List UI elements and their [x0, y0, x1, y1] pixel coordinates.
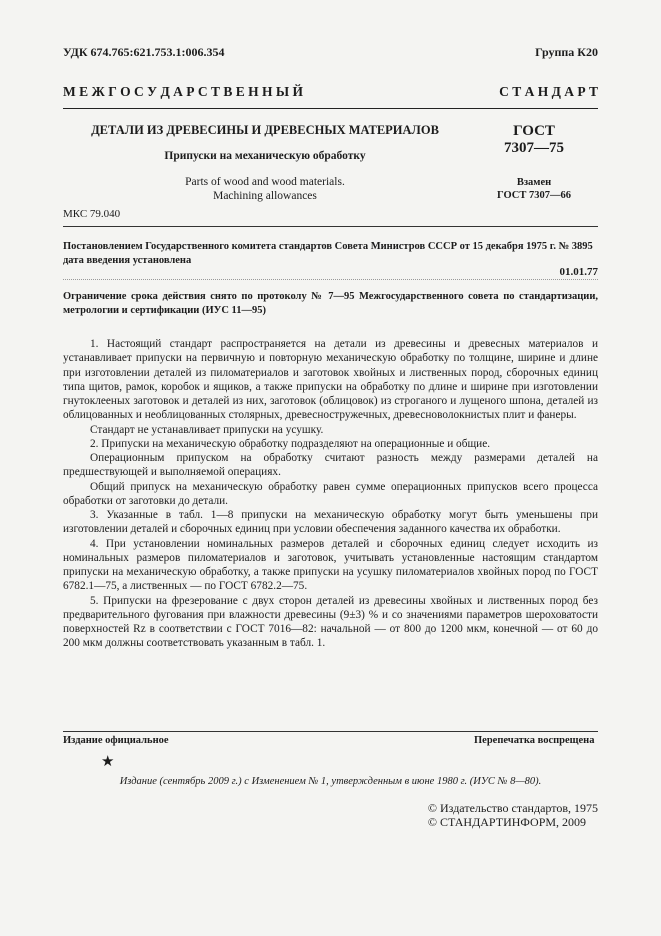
reprint-prohibited-label: Перепечатка воспрещена: [474, 735, 595, 746]
gost-number: [484, 123, 584, 157]
copyright-1: © Издательство стандартов, 1975: [427, 801, 598, 815]
replaces-code: ГОСТ 7307—66: [497, 190, 571, 201]
paragraph-3: 3. Указанные в табл. 1—8 припуски на механическую обработку могут быть уменьшены при изготовлении деталей и сборочных единиц при условии обеспечения заданного качества их обработки.: [63, 509, 598, 536]
copyright-block: [428, 801, 598, 829]
decree-text: Постановлением Государственного комитета стандартов Совета Министров СССР от 15 декабря 1975 г. № 3895 дата введения установлена: [63, 241, 593, 266]
header-divider: [63, 108, 598, 109]
date-divider: [63, 279, 598, 280]
english-title-line-1: Parts of wood and wood materials.: [185, 176, 345, 188]
star-icon: ★: [101, 754, 115, 770]
mks-code: МКС 79.040: [63, 208, 121, 220]
gost-code: 7307—75: [504, 140, 564, 156]
udk-code: УДК 674.765:621.753.1:006.354: [63, 45, 225, 59]
paragraph-4: 4. При установлении номинальных размеров деталей и сборочных единиц следует исходить из номинальных размеров пиломатериалов и заготовок, учитывать установленные настоящим стандартом припуски на механическую обработку, а также припуски на усушку пиломатериалов хвойных пород по ГОСТ 6782.1—75, а лиственных — по ГОСТ 6782.2—75.: [63, 537, 598, 593]
body-text: [63, 337, 598, 651]
document-subtitle: Припуски на механическую обработку: [164, 150, 366, 162]
replaces-label: Взамен: [516, 177, 552, 188]
title-divider: [63, 226, 598, 227]
standard-banner: [63, 84, 598, 100]
paragraph-2-operational: Операционным припуском на обработку считают разность между размерами деталей на предшествующей и выполняемой операциях.: [63, 452, 598, 479]
edition-note: Издание (сентябрь 2009 г.) с Изменением № 1, утвержденным в июне 1980 г. (ИУС № 8—80).: [119, 776, 542, 787]
limitation-note: Ограничение срока действия снято по протоколу № 7—95 Межгосударственного совета по стандартизации, метрологии и сертификации (ИУС 11—95): [63, 291, 598, 316]
group-code: Группа К20: [535, 45, 598, 59]
document-title: ДЕТАЛИ ИЗ ДРЕВЕСИНЫ И ДРЕВЕСНЫХ МАТЕРИАЛОВ: [91, 123, 439, 137]
paragraph-2: 2. Припуски на механическую обработку подразделяют на операционные и общие.: [90, 437, 491, 450]
copyright-2: © СТАНДАРТИНФОРМ, 2009: [427, 815, 587, 829]
english-title: [63, 175, 467, 203]
paragraph-2-total: Общий припуск на механическую обработку равен сумме операционных припусков всего процесса обработки от заготовки до детали.: [63, 480, 598, 507]
gost-label: ГОСТ: [513, 123, 555, 139]
banner-right: С Т А Н Д А Р Т: [499, 84, 598, 99]
replaces-standard: [484, 176, 584, 202]
footer-divider: [63, 731, 598, 732]
effective-date: 01.01.77: [559, 266, 598, 278]
official-edition-label: Издание официальное: [63, 735, 169, 746]
paragraph-5: 5. Припуски на фрезерование с двух сторон деталей из древесины хвойных и лиственных пород без предварительного фугования при влажности древесины (9±3) % и со значениями параметров шероховатости поверхностей Rz в соответствии с ГОСТ 7016—82: начальной — от 800 до 1200 мкм, конечной — от 60 до 200 мкм должны соответствовать указанным в табл. 1.: [63, 594, 598, 650]
banner-left: М Е Ж Г О С У Д А Р С Т В Е Н Н Ы Й: [63, 84, 304, 99]
paragraph-1: 1. Настоящий стандарт распространяется на детали из древесины и древесных материалов и устанавливает припуски на первичную и повторную механическую обработку по толщине, ширине и длине при изготовлении деталей из пиломатериалов и заготовок хвойных и лиственных пород, сборочных единиц типа щитов, рамок, коробок и ящиков, а также припуски на обработку по длине и ширине при изготовлении гнутоклееных заготовок и деталей из них, заготовок (облицовок) из строганого и лущеного шпона, деталей из облицованных и необлицованных столярных, древесностружечных, древесноволокнистых плит и фанеры.: [63, 338, 598, 422]
paragraph-1-note: Стандарт не устанавливает припуски на усушку.: [90, 423, 324, 436]
english-title-line-2: Machining allowances: [213, 190, 317, 202]
